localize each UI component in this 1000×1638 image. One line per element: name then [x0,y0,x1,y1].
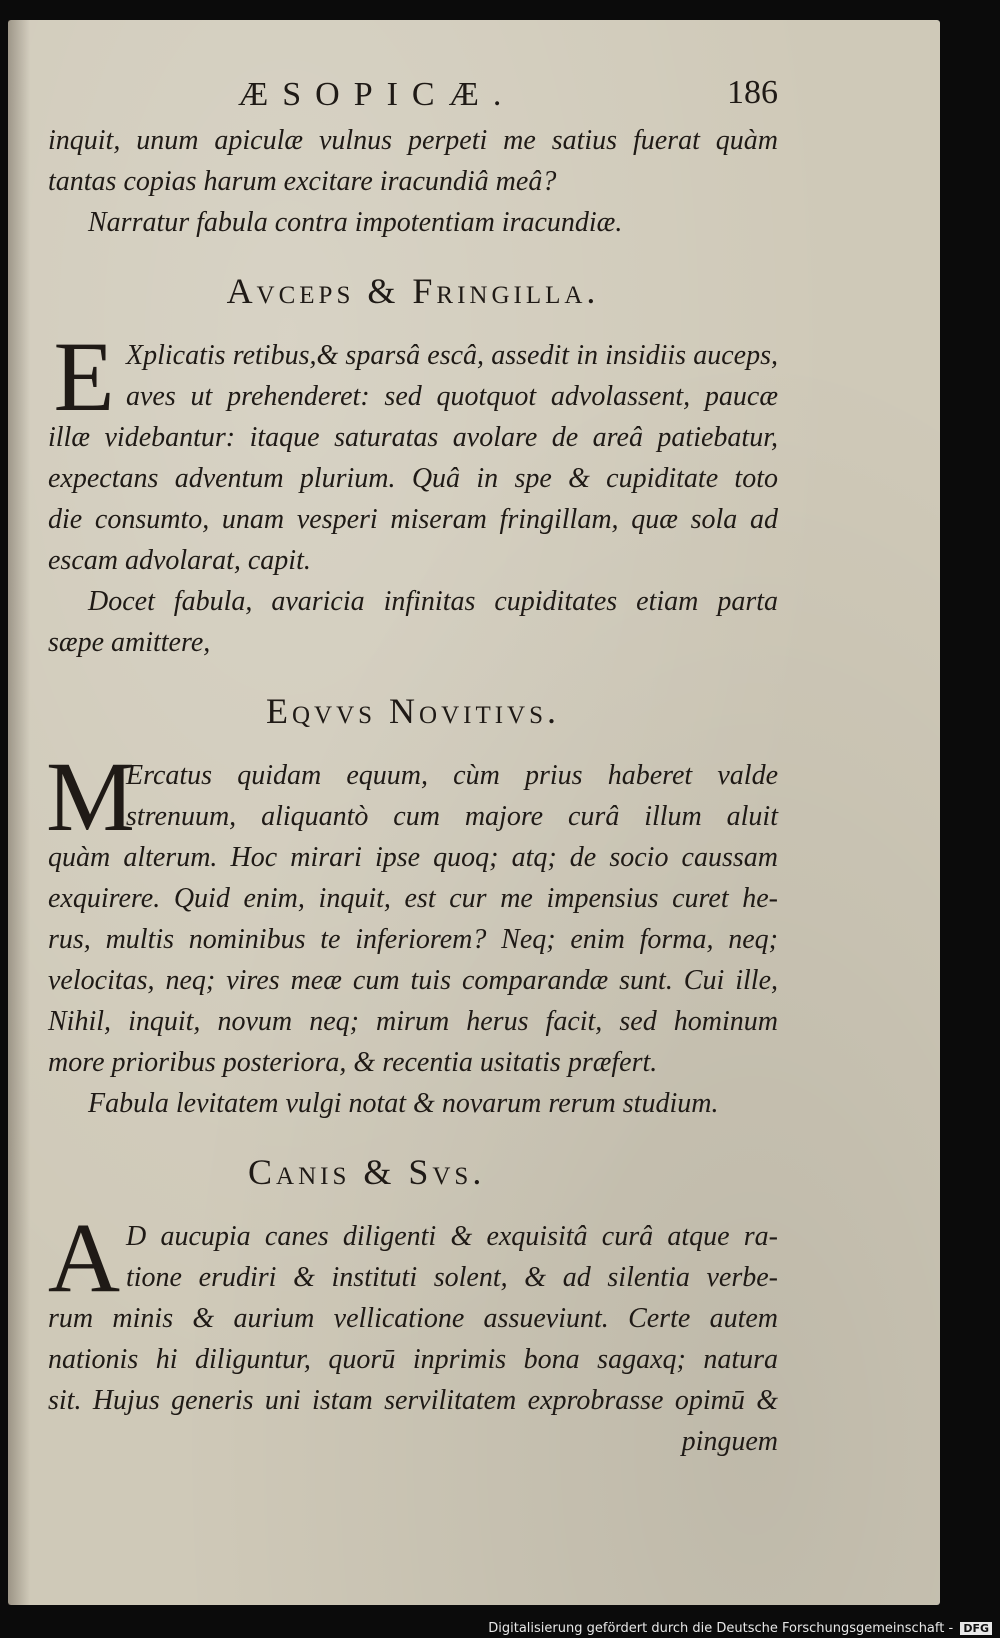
text-line: illæ videbantur: itaque saturatas avolare de areâ patiebatur, [48,422,778,453]
moral-line: sæpe amittere, [48,627,211,658]
moral-line: Fabula levitatem vulgi notat & novarum rerum studium. [88,1088,719,1119]
text-line: tantas copias harum excitare iracundiâ meâ? [48,166,557,197]
text-line: more prioribus posteriora, & recentia usitatis præfert. [48,1047,658,1078]
text-line: Nihil, inquit, novum neq; mirum herus facit, sed hominum [48,1006,778,1037]
text-line: Ercatus quidam equum, cùm prius haberet valde [126,760,778,791]
text-line: Xplicatis retibus,& sparsâ escâ, assedit in insidiis auceps, [126,340,778,371]
text-line: quàm alterum. Hoc mirari ipse quoq; atq; de socio caussam [48,842,778,873]
text-line: expectans adventum plurium. Quâ in spe & cupiditate toto [48,463,778,494]
book-page [8,20,940,1605]
fable-title: Avceps & Fringilla. [226,271,600,311]
drop-cap: M [46,741,135,852]
text-line: D aucupia canes diligenti & exquisitâ curâ atque ra- [126,1221,778,1252]
text-line: escam advolarat, capit. [48,545,311,576]
text-line: inquit, unum apiculæ vulnus perpeti me satius fuerat quàm [48,125,778,156]
text-line: die consumto, unam vesperi miseram fringillam, quæ sola ad [48,504,778,535]
footer-text: Digitalisierung gefördert durch die Deutsche Forschungsgemeinschaft - [488,1621,954,1636]
page-number: 186 [727,74,778,111]
moral-line: Docet fabula, avaricia infinitas cupiditates etiam parta [88,586,778,617]
fable-paragraph [48,321,778,663]
page-text [48,70,778,1462]
text-line: strenuum, aliquantò cum majore curâ illum aluit [126,801,778,832]
running-title: ÆSOPICÆ. [238,76,516,113]
text-line: rus, multis nominibus te inferiorem? Neq; enim forma, neq; [48,924,778,955]
text-line: exquirere. Quid enim, inquit, est cur me impensius curet he- [48,883,778,914]
text-line: velocitas, neq; vires meæ cum tuis comparandæ sunt. Cui ille, [48,965,778,996]
catchword: pinguem [681,1426,778,1457]
text-line: tione erudiri & instituti solent, & ad silentia verbe- [126,1262,778,1293]
moral-line: Narratur fabula contra impotentiam iracundiæ. [88,207,623,238]
running-head [48,70,778,120]
fable-title: Canis & Svs. [248,1152,486,1192]
text-line: nationis hi diliguntur, quorū inprimis bona sagaxq; natura [48,1344,778,1375]
dfg-logo: DFG [960,1622,992,1635]
fable-title: Eqvvs Novitivs. [265,691,561,731]
drop-cap: E [53,321,115,432]
text-line: rum minis & aurium vellicatione assueviunt. Certe autem [48,1303,778,1334]
fable-paragraph [46,741,778,1124]
text-line: aves ut prehenderet: sed quotquot advolassent, paucæ [126,381,778,412]
digitization-footer [488,1621,992,1636]
drop-cap: A [47,1202,121,1313]
fable-paragraph [47,1202,778,1462]
text-line: sit. Hujus generis uni istam servilitatem exprobrasse opimū & [48,1385,778,1416]
